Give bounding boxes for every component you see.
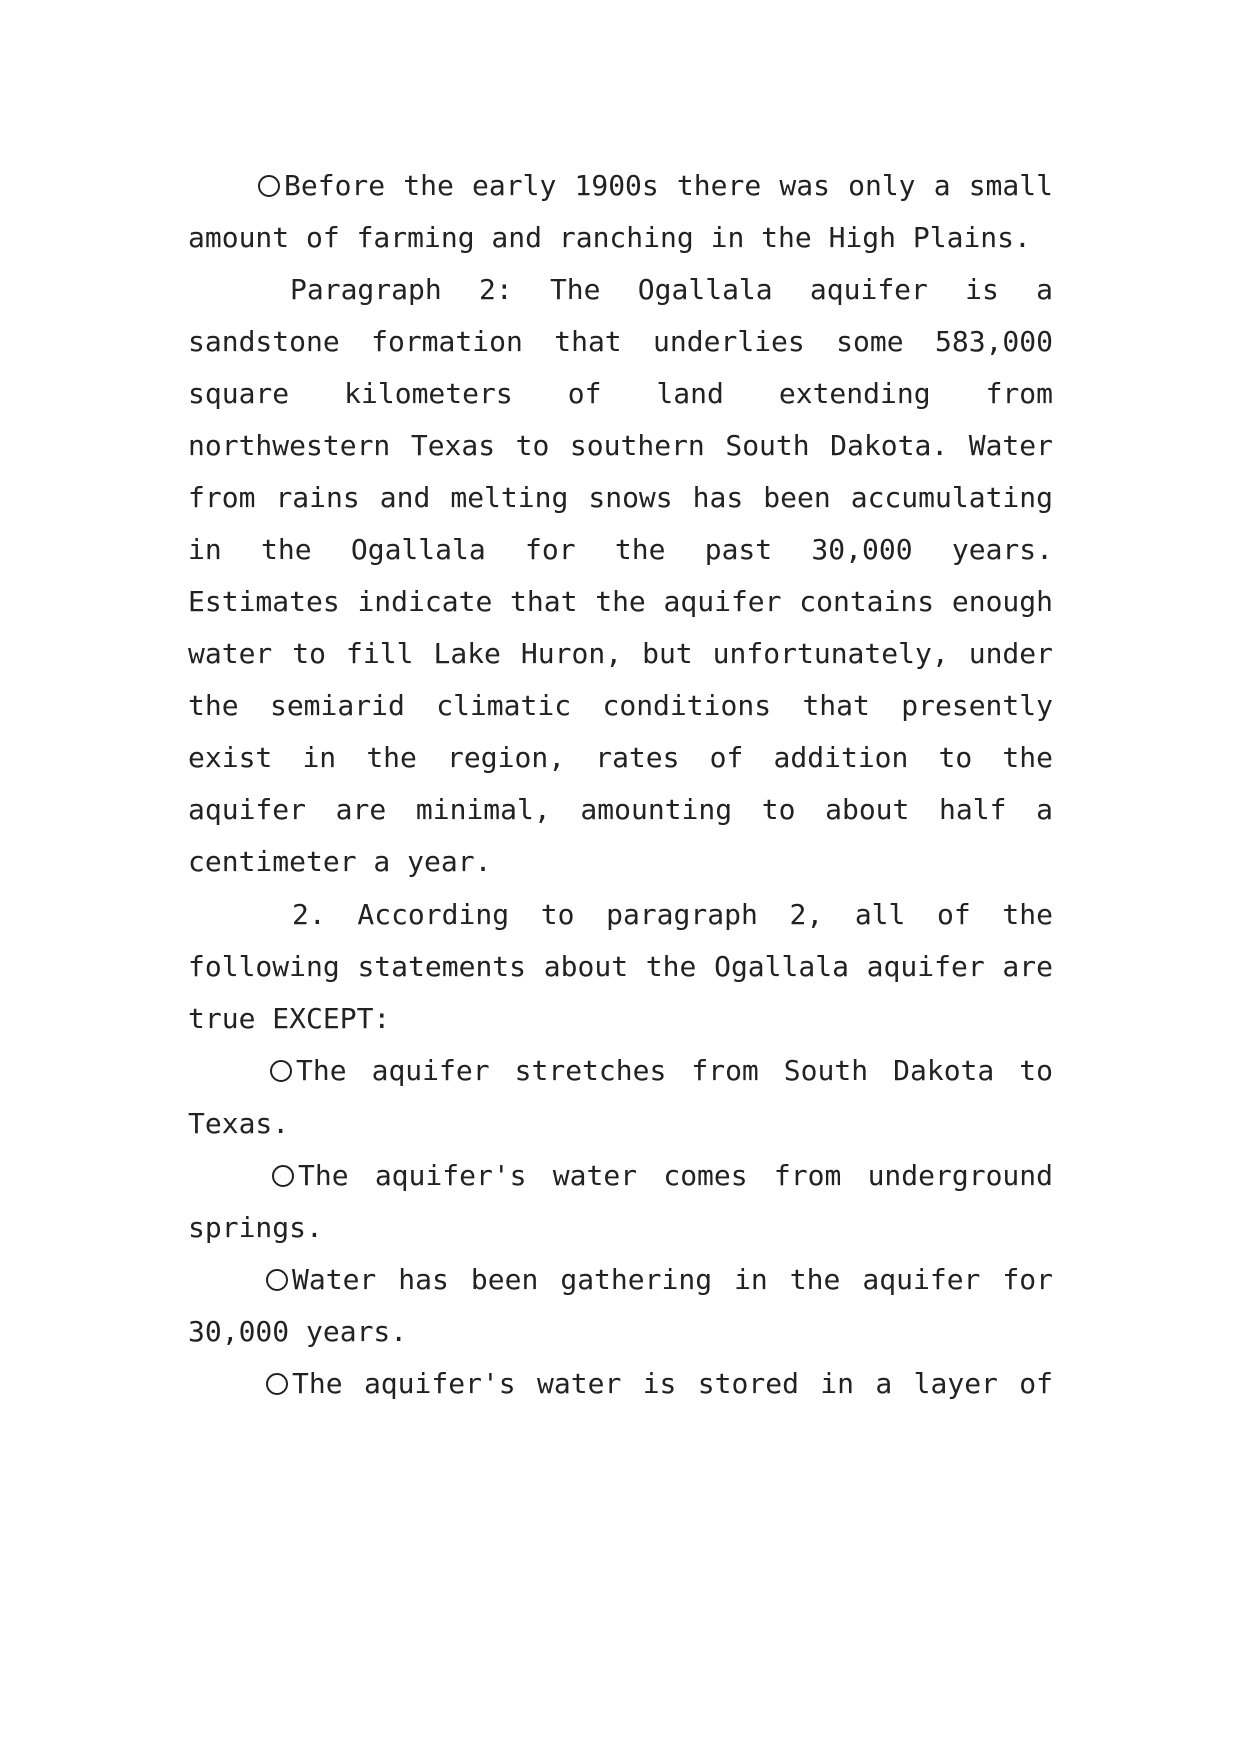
paragraph-line: the semiarid climatic conditions that presently [188,689,1053,722]
paragraph-line: square kilometers of land extending from [188,377,1053,410]
paragraph-line: exist in the region, rates of addition to the [188,741,1053,774]
paragraph-heading-line: Paragraph 2: The Ogallala aquifer is a [290,273,1053,306]
option-text-continued: Texas. [188,1107,290,1140]
question-line: true EXCEPT: [188,1002,391,1035]
answer-option-prev[interactable] [258,166,1053,206]
option-text: The aquifer stretches from South Dakota to [296,1054,1053,1087]
paragraph-line: Estimates indicate that the aquifer contains enough [188,585,1053,618]
paragraph-line: centimeter a year. [188,845,492,878]
question-line: 2. According to paragraph 2, all of the [292,898,1053,931]
option-text-continued: 30,000 years. [188,1315,408,1348]
option-text-continued: springs. [188,1211,323,1244]
radio-circle-icon[interactable] [266,1269,288,1291]
option-text-continued: amount of farming and ranching in the High Plains. [188,221,1031,254]
paragraph-line: from rains and melting snows has been accumulating [188,481,1053,514]
answer-option-1[interactable] [270,1051,1053,1091]
radio-circle-icon[interactable] [266,1373,288,1395]
answer-option-3[interactable] [266,1260,1053,1300]
radio-circle-icon[interactable] [258,175,280,197]
radio-circle-icon[interactable] [272,1165,294,1187]
paragraph-line: sandstone formation that underlies some 583,000 [188,325,1053,358]
option-text: The aquifer's water comes from underground [298,1159,1053,1192]
option-text: The aquifer's water is stored in a layer of [292,1367,1053,1400]
answer-option-2[interactable] [272,1156,1053,1196]
option-text: Water has been gathering in the aquifer for [292,1263,1053,1296]
paragraph-line: water to fill Lake Huron, but unfortunately, under [188,637,1053,670]
answer-option-4[interactable] [266,1364,1053,1404]
radio-circle-icon[interactable] [270,1060,292,1082]
question-line: following statements about the Ogallala aquifer are [188,950,1053,983]
paragraph-line: in the Ogallala for the past 30,000 years. [188,533,1053,566]
paragraph-line: northwestern Texas to southern South Dakota. Water [188,429,1053,462]
option-text: Before the early 1900s there was only a small [284,169,1053,202]
paragraph-line: aquifer are minimal, amounting to about half a [188,793,1053,826]
